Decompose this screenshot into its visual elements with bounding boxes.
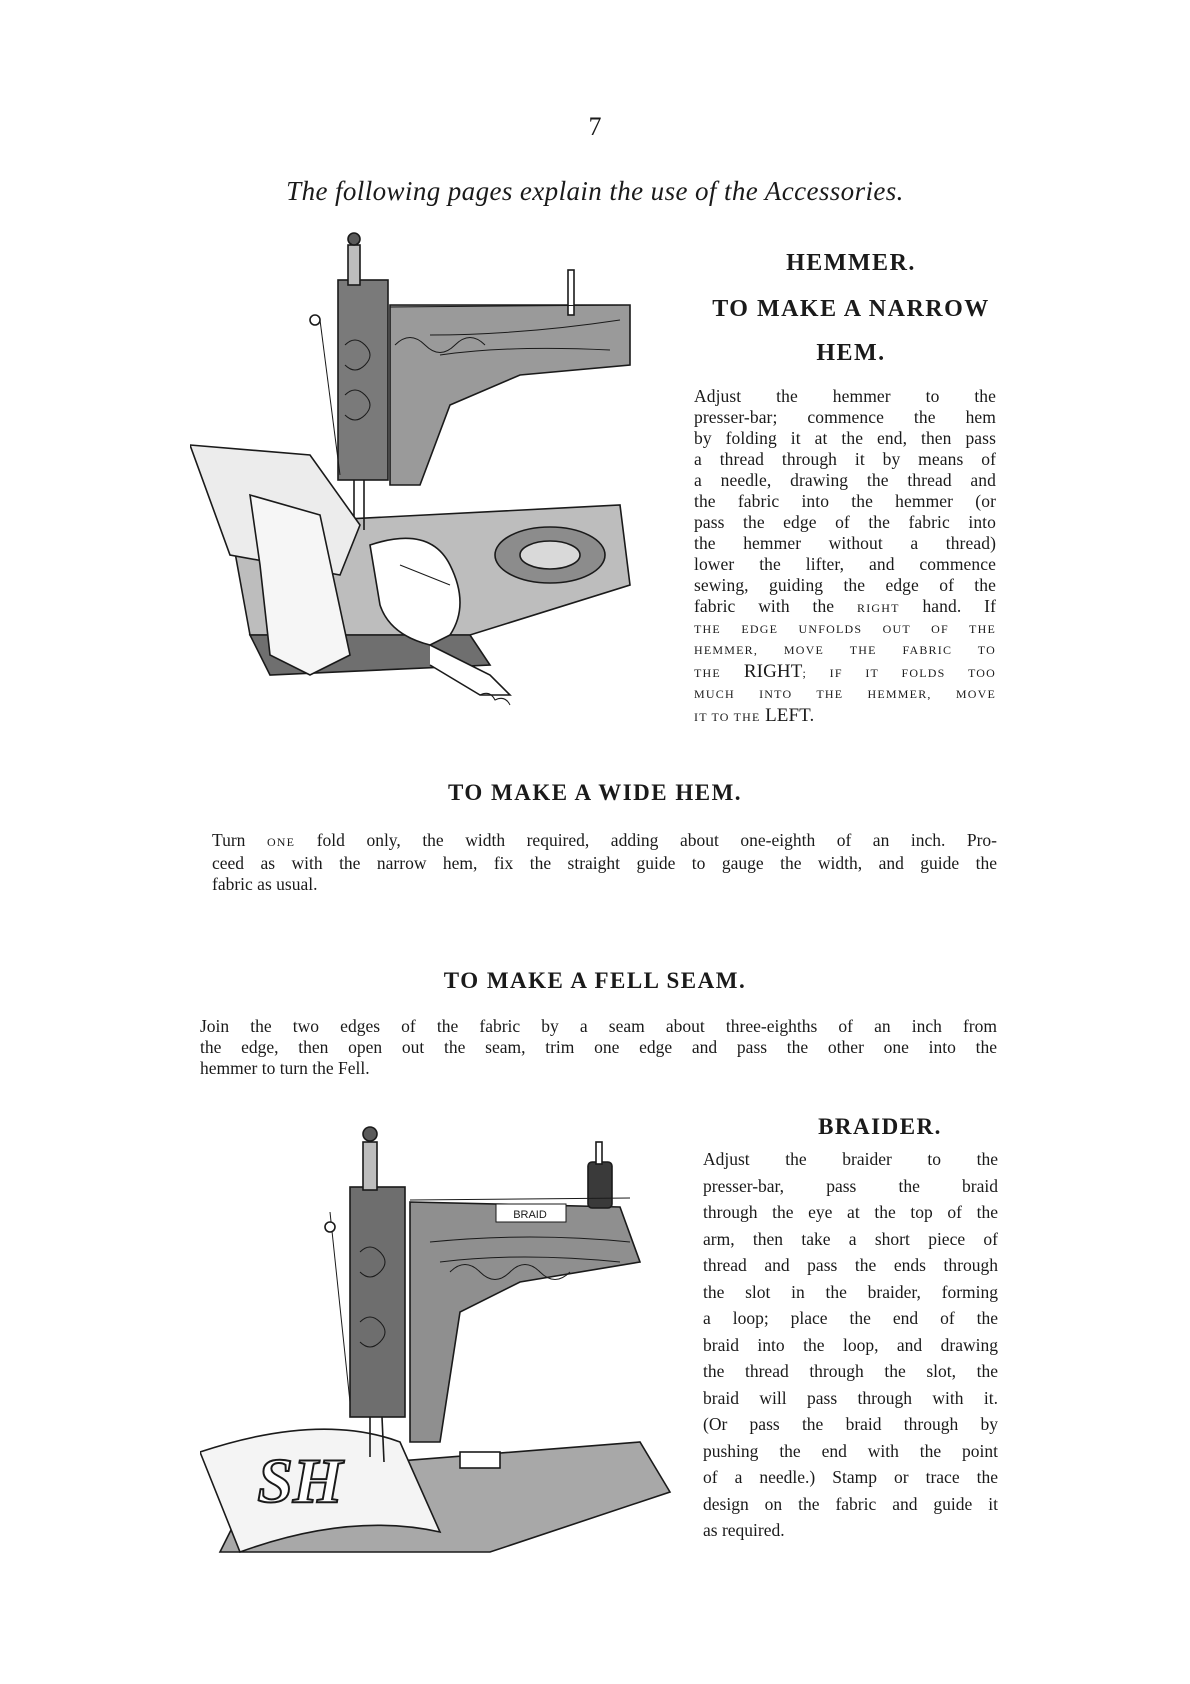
text-line xyxy=(694,596,996,619)
text-line: thread and pass the ends through xyxy=(703,1255,998,1275)
text-line: Adjust the hemmer to the xyxy=(694,386,996,406)
arm-braid-label: BRAID xyxy=(513,1209,547,1221)
text-line: design on the fabric and guide it xyxy=(703,1493,998,1514)
wide-hem-heading: TO MAKE A WIDE HEM. xyxy=(447,780,743,805)
text-fragment: fabric with the xyxy=(694,596,835,616)
text-line: a needle, drawing the thread and xyxy=(694,470,996,490)
text-line: arm, then take a short piece of xyxy=(703,1228,998,1249)
page-number: 7 xyxy=(588,112,602,141)
text-line: the hemmer without a thread) xyxy=(694,533,996,553)
small-caps-one: ONE xyxy=(266,835,296,849)
text-line: THE EDGE UNFOLDS OUT OF THE xyxy=(694,622,996,636)
emphasis-right: RIGHT xyxy=(743,661,803,682)
small-caps-fragment: THE xyxy=(694,666,721,680)
text-line xyxy=(212,830,997,853)
text-line xyxy=(694,705,996,728)
text-line: a thread through it by means of xyxy=(694,449,996,469)
braider-illustration xyxy=(200,1112,680,1592)
text-line: Join the two edges of the fabric by a seam about three-eighths of an inch from xyxy=(200,1016,997,1036)
emphasis-left: LEFT. xyxy=(765,705,815,726)
text-line: the slot in the braider, forming xyxy=(703,1281,998,1302)
text-line: presser-bar, pass the braid xyxy=(703,1175,998,1196)
fell-seam-heading: TO MAKE A FELL SEAM. xyxy=(443,968,747,993)
text-line: pushing the end with the point xyxy=(703,1440,998,1461)
text-line: the thread through the slot, the xyxy=(703,1361,998,1381)
text-line: sewing, guiding the edge of the xyxy=(694,575,996,595)
small-caps-fragment: IT TO THE xyxy=(694,710,761,724)
narrow-hem-heading-line2: HEM. xyxy=(816,340,886,366)
wide-hem-text xyxy=(212,830,997,895)
text-line: braid into the loop, and drawing xyxy=(703,1334,998,1355)
fell-seam-text xyxy=(200,1016,997,1079)
braider-heading: BRAIDER. xyxy=(818,1114,942,1139)
narrow-hem-heading-line1: TO MAKE A NARROW xyxy=(712,296,990,322)
text-line: of a needle.) Stamp or trace the xyxy=(703,1467,998,1487)
text-line: through the eye at the top of the xyxy=(703,1202,998,1222)
small-caps-if: If xyxy=(984,596,996,616)
text-line: MUCH INTO THE HEMMER, MOVE xyxy=(694,687,996,701)
hemmer-heading: HEMMER. xyxy=(786,250,916,276)
text-line: (Or pass the braid through by xyxy=(703,1414,998,1434)
text-line: the fabric into the hemmer (or xyxy=(694,491,996,511)
text-line: lower the lifter, and commence xyxy=(694,554,996,574)
intro-caption: The following pages explain the use of the Accessories. xyxy=(286,176,904,206)
text-line: HEMMER, MOVE THE FABRIC TO xyxy=(694,643,996,657)
text-line: a loop; place the end of the xyxy=(703,1308,998,1328)
text-line: as required. xyxy=(703,1520,785,1540)
text-line: Adjust the braider to the xyxy=(703,1149,998,1169)
hemmer-illustration xyxy=(190,225,660,740)
braid-design-lettering: SH xyxy=(257,1445,343,1516)
text-line: hemmer to turn the Fell. xyxy=(200,1058,370,1078)
text-line: by folding it at the end, then pass xyxy=(694,428,996,448)
text-line: pass the edge of the fabric into xyxy=(694,512,996,532)
text-line: the edge, then open out the seam, trim one edge and pass the other one into the xyxy=(200,1037,997,1057)
small-caps-right: RIGHT xyxy=(856,601,900,615)
text-fragment: hand. xyxy=(899,596,962,616)
text-fragment: fold only, the width required, adding about one-eighth of an inch. Pro- xyxy=(316,830,998,850)
text-line: fabric as usual. xyxy=(212,874,318,894)
text-fragment: Turn xyxy=(212,830,246,850)
text-line: presser-bar; commence the hem xyxy=(694,407,996,427)
text-line: braid will pass through with it. xyxy=(703,1387,998,1408)
text-line xyxy=(694,661,996,684)
small-caps-fragment: ; IF IT FOLDS TOO xyxy=(802,666,996,680)
text-line: ceed as with the narrow hem, fix the straight guide to gauge the width, and guide the xyxy=(212,853,997,873)
narrow-hem-text xyxy=(694,386,996,728)
braider-text xyxy=(703,1146,998,1544)
